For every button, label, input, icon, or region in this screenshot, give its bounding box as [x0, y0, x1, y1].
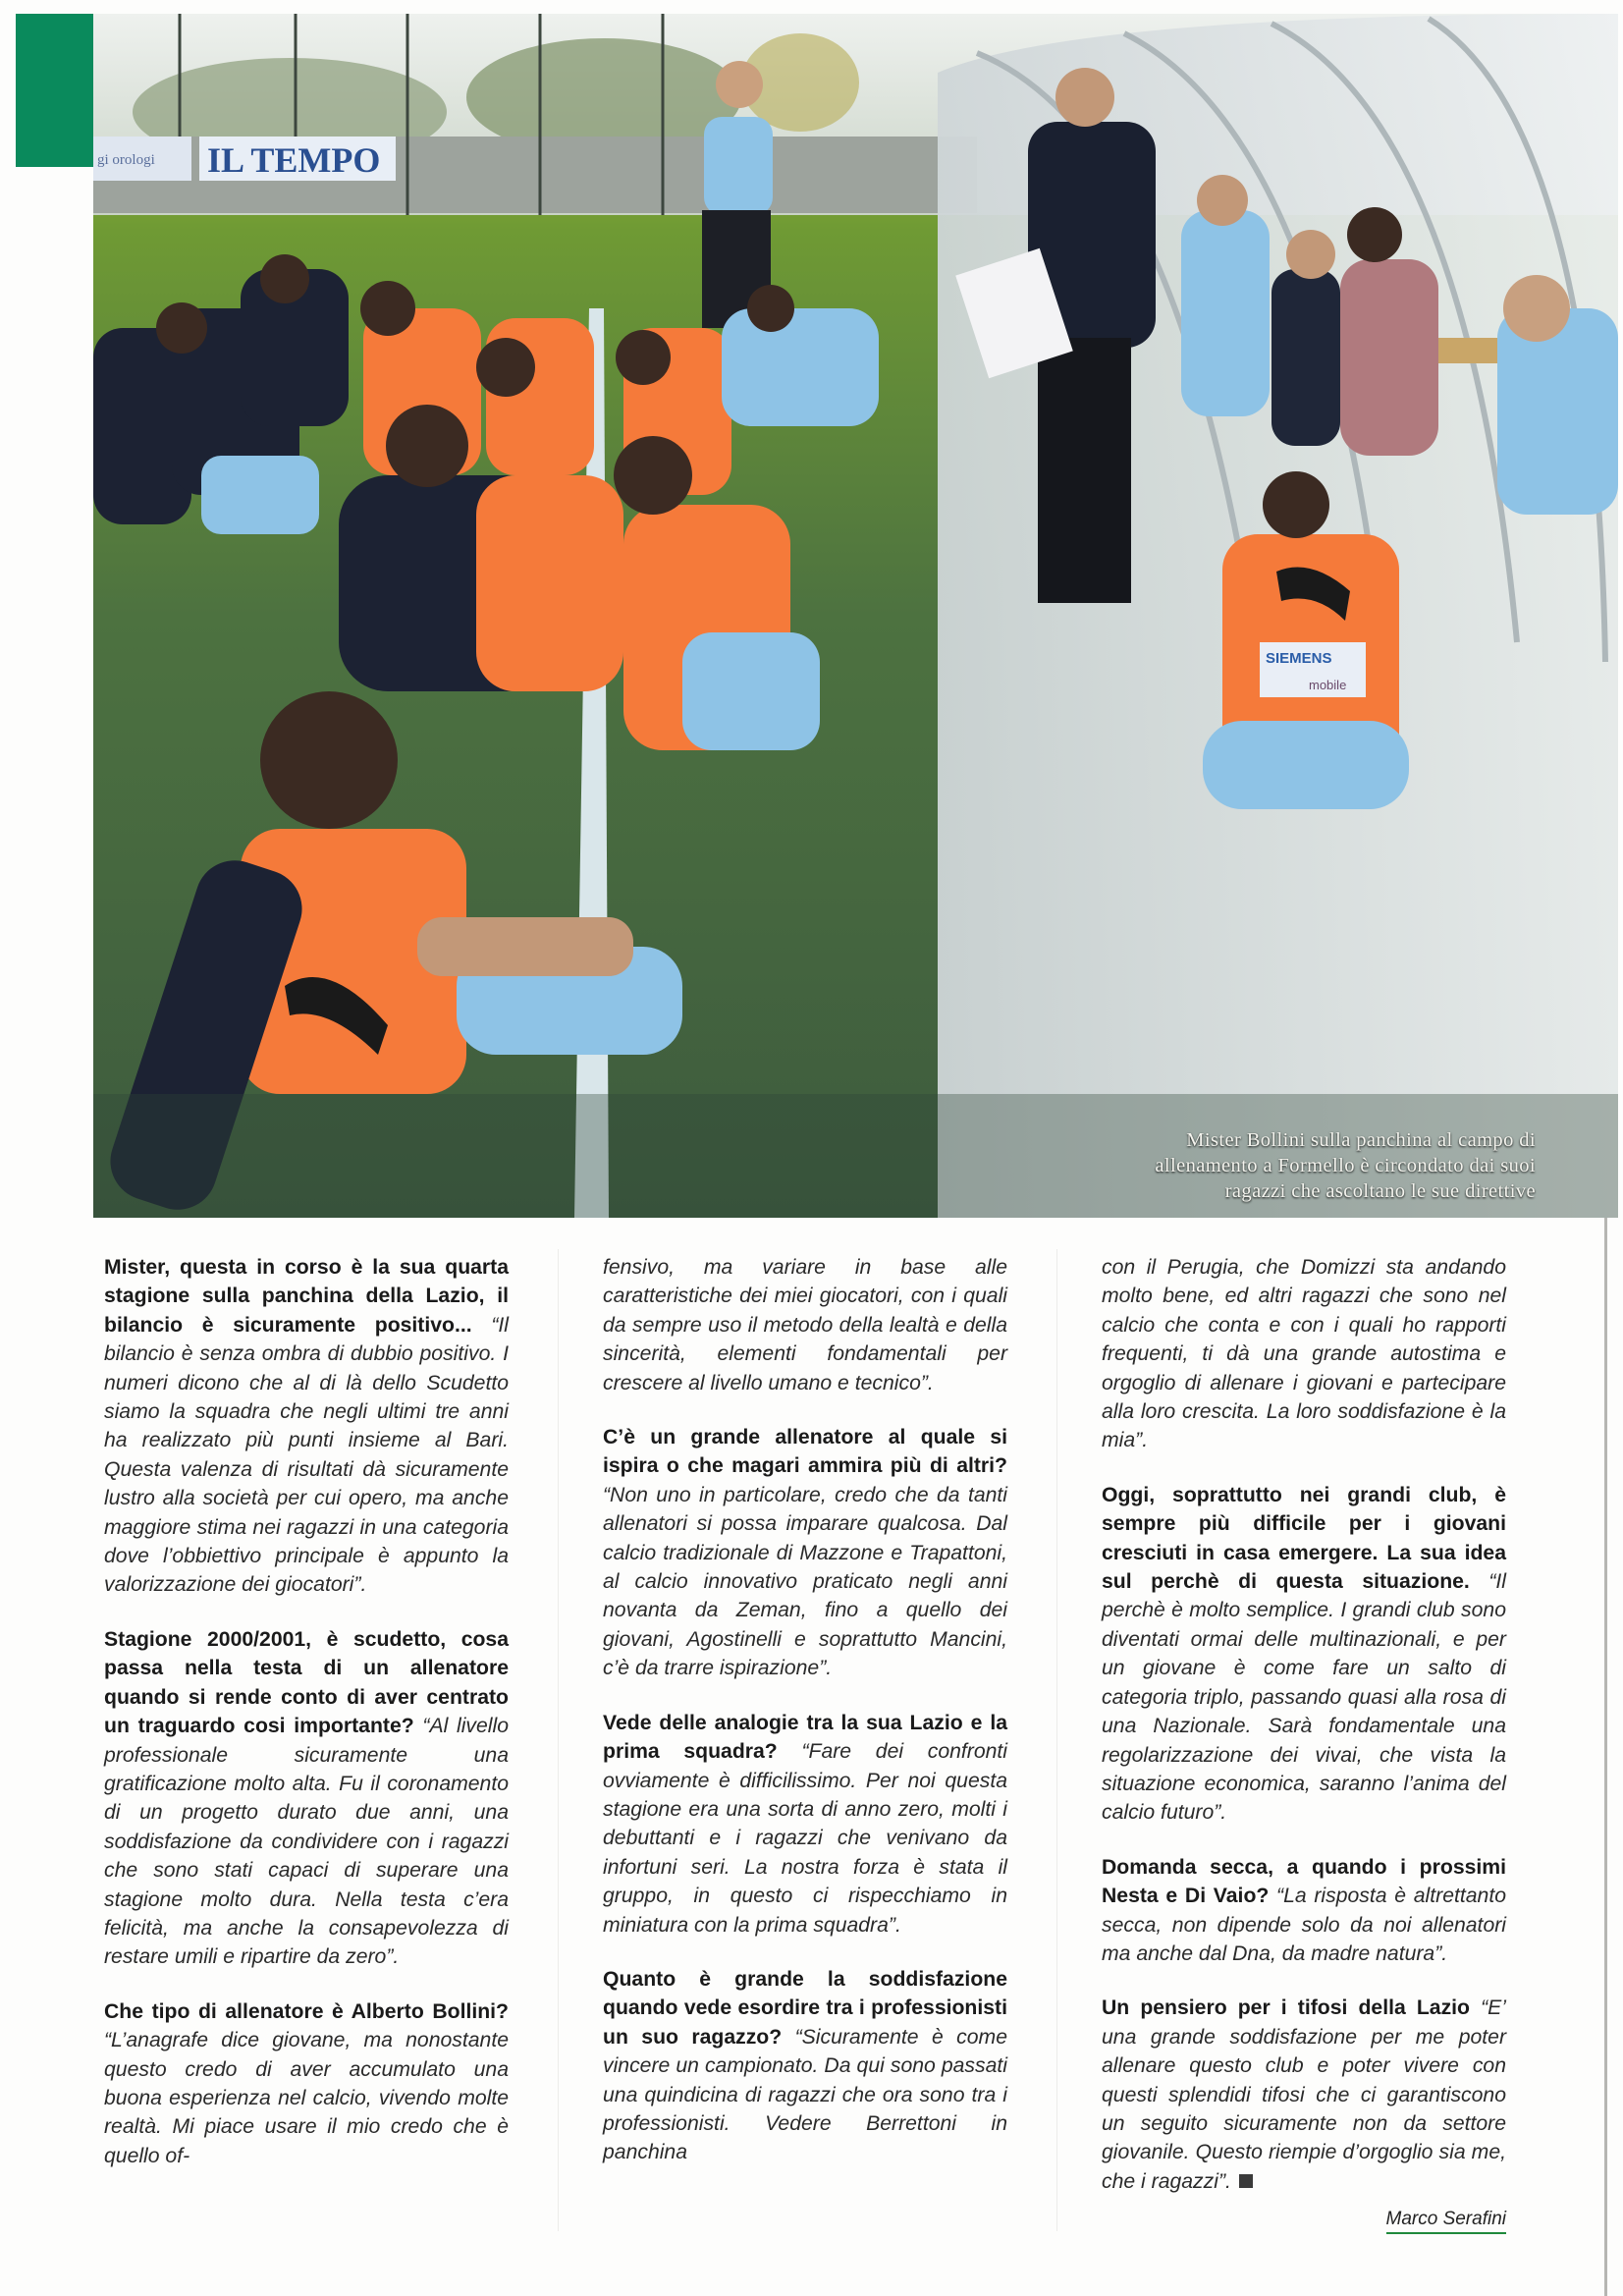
qa-block — [603, 1965, 1007, 2167]
question: C’è un grande allenatore al quale si ispira o che magari ammira più di altri? — [603, 1426, 1007, 1478]
photo-illustration — [93, 14, 1618, 1218]
article-column-1 — [104, 1253, 509, 2196]
qa-block — [104, 1997, 509, 2170]
answer-continued: con il Perugia, che Domizzi sta andando molto bene, ed altri ragazzi che sono nel calcio che conta e con i quali ho rapporti frequenti, ti dà una grande autostima e orgoglio di allenare i giovani e partecipare alla loro crescita. La loro soddisfazione è la mia”. — [1102, 1256, 1506, 1452]
question: Vede delle analogie tra la sua Lazio e la prima squadra? — [603, 1711, 1007, 1764]
column-divider — [558, 1249, 559, 2231]
end-of-article-icon — [1239, 2174, 1253, 2188]
bib-sponsor-bottom: mobile — [1309, 678, 1347, 692]
byline-row — [1102, 2204, 1506, 2234]
answer: “E’ una grande soddisfazione per me poter allenare questo club e poter vivere con questi splendidi tifosi che ci garantiscono un seguito sicuramente non da settore giovanile. Questo riempie d’orgoglio sia me, che i ragazzi”. — [1102, 1996, 1506, 2193]
page-edge — [1604, 1218, 1607, 2296]
question: Mister, questa in corso è la sua quarta stagione sulla panchina della Lazio, il bilancio è sicuramente positivo... — [104, 1256, 509, 1337]
question: Oggi, soprattutto nei grandi club, è sempre più difficile per i giovani cresciuti in casa emergere. La sua idea sul perchè di questa situazione. — [1102, 1483, 1506, 1594]
banner-orologi-text: gi orologi — [97, 152, 155, 168]
banner-il-tempo-text: IL TEMPO — [207, 140, 381, 180]
article-column-2 — [603, 1253, 1007, 2193]
qa-block — [1102, 1853, 1506, 1969]
answer: “Al livello professionale sicuramente una gratificazione molto alta. Fu il coronamento di un progetto durato due anni, una soddisfazione da condividere con i ragazzi che sono stati capaci di superare una stagione molto dura. Nella testa c’era felicità, ma anche la consapevolezza di restare umili e ripartire da zero”. — [104, 1715, 509, 1969]
answer: “La risposta è altrettanto secca, non dipende solo da noi allenatori ma anche dal Dna, da madre natura”. — [1102, 1885, 1506, 1965]
question: Che tipo di allenatore è Alberto Bollini? — [104, 1999, 509, 2023]
column-divider — [1056, 1249, 1057, 2231]
question: Stagione 2000/2001, è scudetto, cosa passa nella testa di un allenatore quando si rende conto di aver centrato un traguardo cosi importante? — [104, 1627, 509, 1738]
qa-block — [603, 1253, 1007, 1397]
qa-block — [603, 1709, 1007, 1940]
caption-line: ragazzi che ascoltano le sue direttive — [1224, 1180, 1536, 1202]
question: Domanda secca, a quando i prossimi Nesta e Di Vaio? — [1102, 1855, 1506, 1908]
answer: “Non uno in particolare, credo che da tanti allenatori si possa imparare qualcosa. Dal calcio tradizionale di Mazzone e Trapattoni, al calcio innovativo praticato negli anni novanta da Zeman, fino a quello dei giovani, Agostinelli e soprattutto Mancini, c’è da trarre ispirazione”. — [603, 1483, 1007, 1680]
bib-sponsor-top: SIEMENS — [1266, 650, 1332, 667]
answer: “Il bilancio è senza ombra di dubbio positivo. I numeri dicono che al di là dello Scudetto siamo la squadra che negli ultimi tre anni ha realizzato più punti insieme al Bari. Questa valenza di risultati dà sicuramente lustro alla società per cui opero, ma anche maggiore stima nei ragazzi in una categoria dove l’obbiettivo principale è appunto la valorizzazione dei giocatori”. — [104, 1313, 509, 1597]
answer: “L’anagrafe dice giovane, ma nonostante questo credo di aver accumulato una buona esperienza nel calcio, vivendo molte realtà. Mi piace usare il mio credo che è quello of- — [104, 2029, 509, 2167]
answer-continued: fensivo, ma variare in base alle caratteristiche dei miei giocatori, con i quali da sempre uso il metodo della lealtà e della sincerità, elementi fondamentali per crescere al livello umano e tecnico”. — [603, 1256, 1007, 1394]
qa-block — [1102, 1481, 1506, 1828]
qa-block — [1102, 1994, 1506, 2196]
author-byline: Marco Serafini — [1386, 2208, 1507, 2234]
answer: “Il perchè è molto semplice. I grandi club sono diventati ormai delle multinazionali, e per un giovane è come fare un salto di categoria triplo, passando quasi alla rosa di una Nazionale. Sarà fondamentale una regolarizzazione dei vivai, che vista la situazione economica, saranno l’anima del calcio futuro”. — [1102, 1570, 1506, 1825]
section-color-tab — [16, 14, 96, 167]
photo-caption — [947, 1127, 1536, 1204]
caption-line: Mister Bollini sulla panchina al campo di — [1186, 1129, 1536, 1151]
qa-block — [104, 1625, 509, 1972]
qa-block — [603, 1423, 1007, 1683]
caption-line: allenamento a Formello è circondato dai suoi — [1155, 1155, 1536, 1176]
question: Un pensiero per i tifosi della Lazio — [1102, 1996, 1470, 2020]
article-column-3 — [1102, 1253, 1506, 2234]
qa-block — [1102, 1253, 1506, 1455]
question: Quanto è grande la soddisfazione quando vede esordire tra i professionisti un suo ragazzo? — [603, 1967, 1007, 2049]
qa-block — [104, 1253, 509, 1600]
answer: “Sicuramente è come vincere un campionato. Da qui sono passati una quindicina di ragazzi che ora sono tra i professionisti. Vedere Berrettoni in panchina — [603, 2025, 1007, 2164]
answer: “Fare dei confronti ovviamente è difficilissimo. Per noi questa stagione era una sorta di anno zero, molti i debuttanti e i ragazzi che venivano da infortuni seri. La nostra forza è stata il gruppo, in questo ci rispecchiamo in miniatura con la prima squadra”. — [603, 1740, 1008, 1937]
team-photo — [93, 14, 1618, 1218]
